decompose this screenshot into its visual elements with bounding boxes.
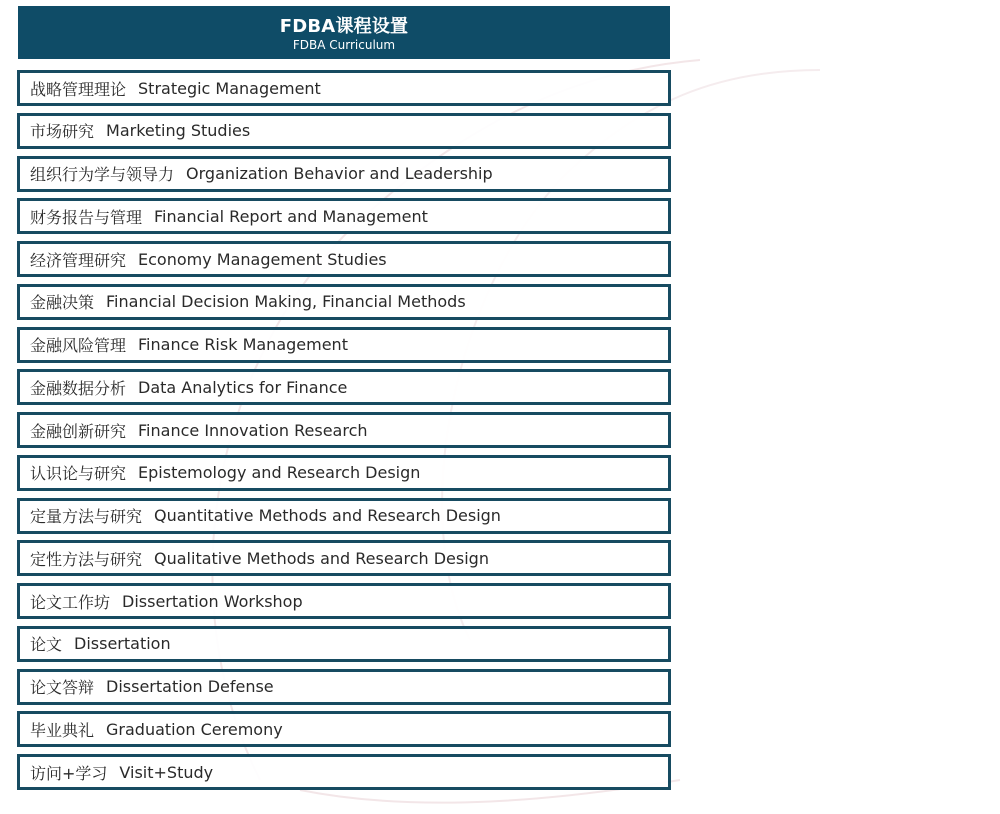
course-name-en: Financial Report and Management [154, 206, 428, 226]
course-item [17, 583, 671, 619]
course-name-cn: 金融创新研究 [30, 421, 127, 441]
course-item [17, 669, 671, 705]
course-item [17, 540, 671, 576]
course-name-cn: 访问+学习 [30, 763, 108, 783]
course-name-en: Graduation Ceremony [106, 719, 283, 739]
course-item [17, 113, 671, 149]
curriculum-header [18, 6, 670, 59]
course-name-en: Epistemology and Research Design [138, 463, 421, 483]
course-name-cn: 金融数据分析 [30, 378, 127, 398]
course-item [17, 498, 671, 534]
course-name-cn: 定性方法与研究 [30, 549, 143, 569]
course-name-cn: 论文工作坊 [30, 592, 111, 612]
course-name-cn: 论文 [30, 635, 63, 655]
course-name-en: Dissertation Workshop [122, 591, 303, 611]
course-item [17, 241, 671, 277]
course-name-en: Economy Management Studies [138, 249, 387, 269]
course-item [17, 198, 671, 234]
course-item [17, 156, 671, 192]
course-name-en: Quantitative Methods and Research Design [154, 506, 501, 525]
course-name-cn: 经济管理研究 [30, 250, 127, 270]
course-name-en: Financial Decision Making, Financial Methods [106, 292, 466, 312]
course-name-cn: 金融决策 [30, 293, 95, 313]
course-name-cn: 毕业典礼 [30, 720, 95, 740]
course-name-cn: 认识论与研究 [30, 464, 127, 484]
course-name-cn: 组织行为学与领导力 [30, 165, 175, 184]
course-list [17, 70, 671, 797]
course-name-en: Finance Innovation Research [138, 420, 368, 440]
course-item [17, 412, 671, 448]
course-name-en: Strategic Management [138, 78, 321, 98]
course-item [17, 711, 671, 747]
header-subtitle: FDBA Curriculum [292, 38, 396, 52]
course-item [17, 455, 671, 491]
course-name-en: Dissertation Defense [106, 677, 274, 696]
course-name-en: Qualitative Methods and Research Design [154, 548, 489, 568]
course-name-cn: 论文答辩 [30, 678, 95, 697]
course-name-cn: 财务报告与管理 [30, 207, 143, 227]
course-item [17, 284, 671, 320]
course-name-cn: 定量方法与研究 [30, 507, 143, 526]
course-name-cn: 战略管理理论 [30, 79, 127, 99]
course-item [17, 327, 671, 363]
course-name-en: Dissertation [74, 634, 171, 654]
course-item [17, 70, 671, 106]
course-item [17, 626, 671, 662]
course-name-en: Data Analytics for Finance [138, 377, 348, 397]
course-name-en: Finance Risk Management [138, 335, 348, 354]
header-title: FDBA课程设置 [279, 16, 409, 37]
course-name-cn: 市场研究 [30, 122, 95, 142]
course-name-en: Visit+Study [119, 762, 214, 782]
course-name-cn: 金融风险管理 [30, 336, 127, 355]
course-name-en: Marketing Studies [106, 121, 251, 141]
course-name-en: Organization Behavior and Leadership [186, 164, 493, 183]
course-item [17, 369, 671, 405]
course-item [17, 754, 671, 790]
